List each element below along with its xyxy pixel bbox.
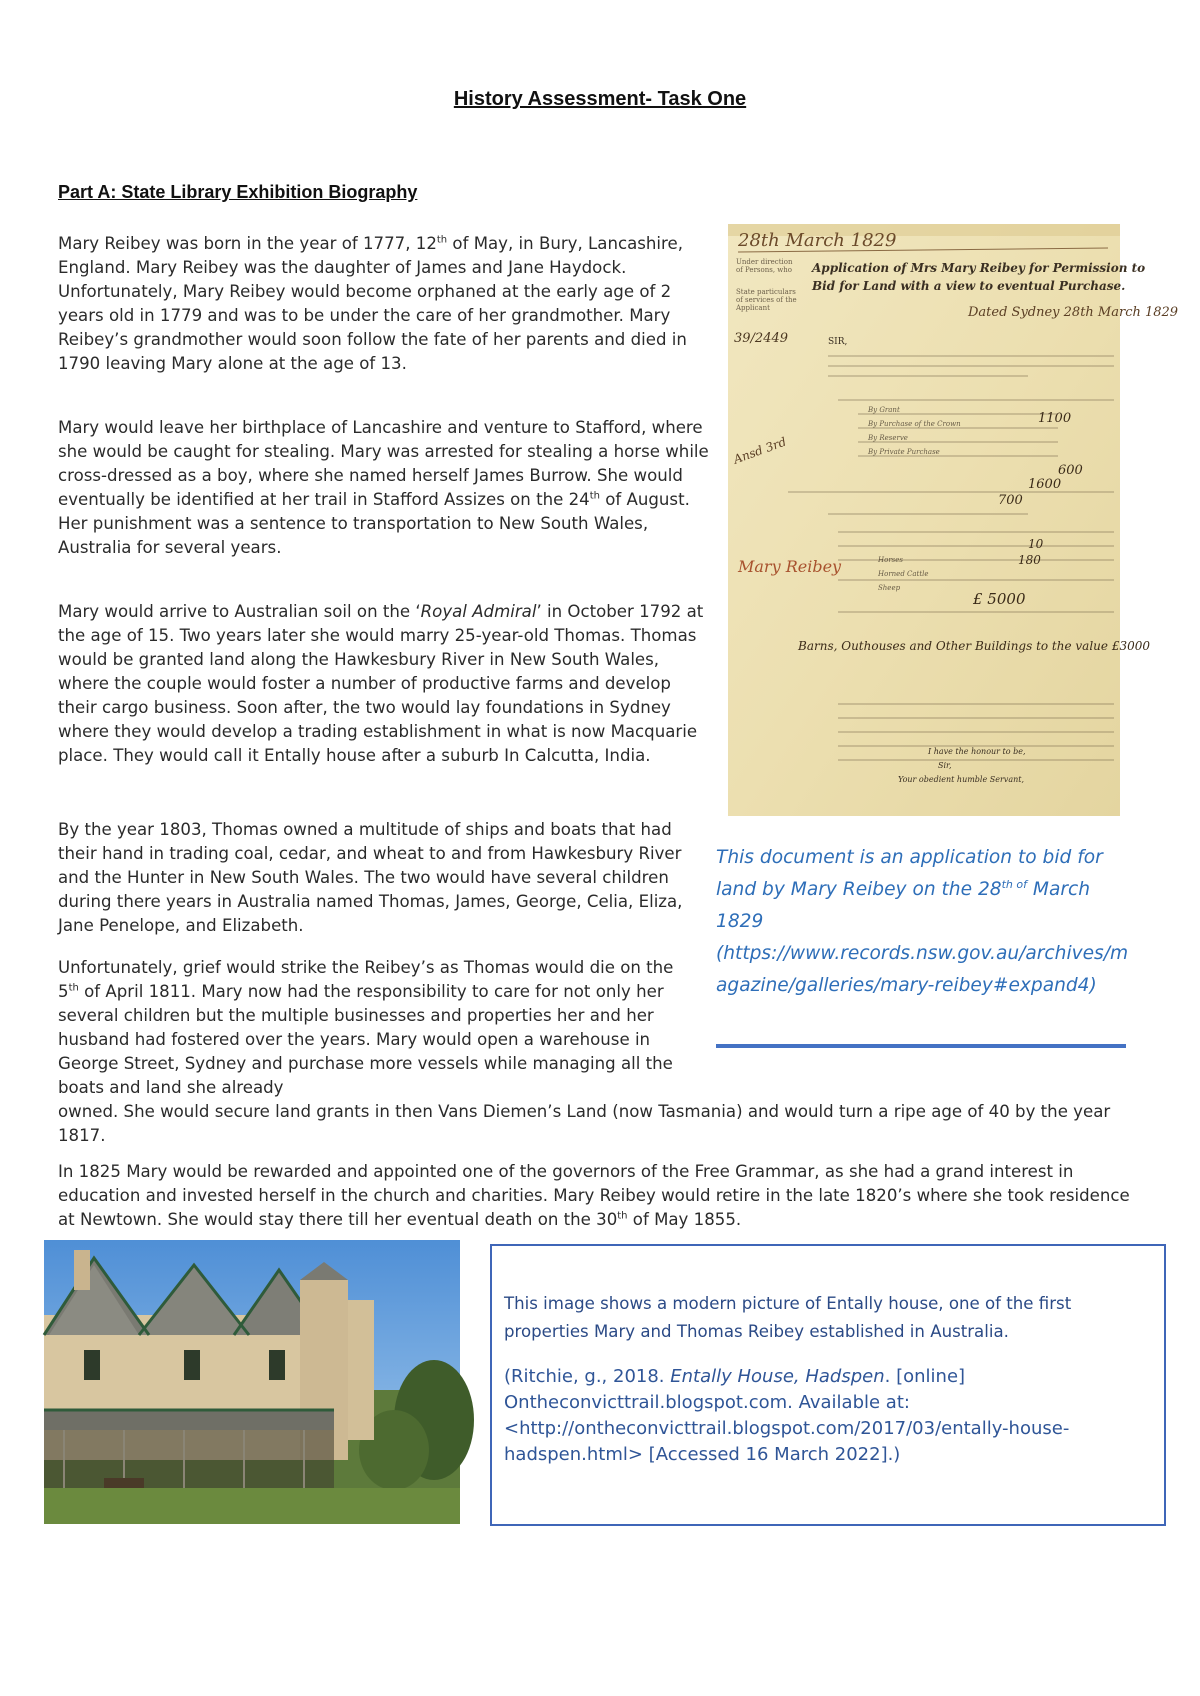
doc-sir: SIR, [828, 337, 848, 347]
doc-honour: I have the honour to be, [928, 747, 1026, 756]
entally-house-photo [44, 1240, 460, 1524]
svg-text:State particulars: State particulars [736, 288, 796, 296]
doc-cattle: 180 [1018, 553, 1041, 567]
doc-date-header: 28th March 1829 [738, 230, 897, 251]
bio-paragraph-6: In 1825 Mary would be rewarded and appointed one of the governors of the Free Grammar, as she had a grand interest in education and invested herself in the church and charities. Mary Reibey would retire in the late 1820’s where she took residence at Newtown. She would stay there till her eventual death on the 30th of May 1855. [58, 1162, 1130, 1229]
caption-divider [716, 1044, 1126, 1048]
doc-horses: 10 [1028, 537, 1044, 551]
doc-value-2: 600 [1058, 463, 1083, 478]
doc-cleared: 700 [998, 493, 1023, 508]
svg-text:Ansd 3rd: Ansd 3rd [731, 434, 789, 467]
svg-text:By Private Purchase: By Private Purchase [868, 448, 940, 456]
house-citation: (Ritchie, g., 2018. Entally House, Hadspen. [online] Ontheconvicttrail.blogspot.com. Available at: <http://ontheconvicttrail.blogspot.com/2017/03/entally-house-hadspen.html> [Accessed 16 March 2022].) [504, 1366, 1070, 1465]
svg-text:Horned Cattle: Horned Cattle [878, 570, 929, 578]
svg-text:Applicant: Applicant [736, 304, 770, 312]
doc-value-1: 1100 [1038, 411, 1072, 426]
bio-paragraph-1: Mary Reibey was born in the year of 1777, 12th of May, in Bury, Lancashire, England. Mary Reibey was the daughter of James and Jane Haydock. Unfortunately, Mary Reibey would become orphaned at the early age of 2 years old in 1779 and was to be under the care of her grandmother. Mary Reibey’s grandmother would soon follow the fate of her parents and died in 1790 leaving Mary alone at the age of 13. [58, 234, 687, 373]
svg-text:of Persons, who: of Persons, who [736, 266, 792, 274]
svg-text:of services of the: of services of the [736, 296, 797, 304]
doc-signature: Mary Reibey [738, 557, 842, 576]
doc-ref: 39/2449 [734, 331, 789, 346]
doc-capital: £ 5000 [973, 590, 1026, 608]
house-caption: This image shows a modern picture of Entally house, one of the first properties Mary and Thomas Reibey established in Australia. [504, 1294, 1072, 1341]
bio-paragraph-3: Mary would arrive to Australian soil on the ‘Royal Admiral’ in October 1792 at the age of 15. Two years later she would marry 25-year-old Thomas. Thomas would be granted land along the Hawkesbury River in New South Wales, where the couple would foster a number of productive farms and develop their cargo business. Soon after, the two would lay foundations in Sydney where they would develop a trading establishment in what is now Macquarie place. They would call it Entally house after a suburb In Calcutta, India. [58, 602, 704, 765]
doc-total: 1600 [1028, 477, 1062, 492]
doc-dated: Dated Sydney 28th March 1829 [968, 305, 1179, 320]
svg-text:Horses: Horses [878, 556, 903, 564]
doc-servant: Your obedient humble Servant, [898, 775, 1025, 784]
doc-buildings: Barns, Outhouses and Other Buildings to the value £3000 [798, 639, 1150, 653]
bio-paragraph-2: Mary would leave her birthplace of Lancashire and venture to Stafford, where she would be caught for stealing. Mary was arrested for stealing a horse while cross-dressed as a boy, where she named herself James Burrow. She would eventually be identified at her trail in Stafford Assizes on the 24th of August. Her punishment was a sentence to transportation to New South Wales, Australia for several years. [58, 418, 709, 557]
section-heading: Part A: State Library Exhibition Biography [58, 182, 418, 202]
page-title: History Assessment- Task One [453, 88, 747, 110]
doc-heading-2: Bid for Land with a view to eventual Purchase. [812, 279, 1126, 293]
historical-document-image [728, 224, 1179, 816]
svg-text:Under direction: Under direction [736, 258, 793, 266]
doc-sir-closing: Sir, [938, 761, 952, 770]
doc-heading-1: Application of Mrs Mary Reibey for Permission to [812, 261, 1146, 275]
bio-paragraph-4: By the year 1803, Thomas owned a multitude of ships and boats that had their hand in trading coal, cedar, and wheat to and from Hawkesbury River and the Hunter in New South Wales. The two would have several children during there years in Australia named Thomas, James, George, Celia, Eliza, Jane Penelope, and Elizabeth. [58, 820, 683, 935]
document-caption: This document is an application to bid for land by Mary Reibey on the $28^{th of}$ March 1829 (https://www.records.nsw.gov.au/archives/magazine/galleries/mary-reibey#expand4) [716, 847, 1129, 996]
svg-text:By Purchase of the Crown: By Purchase of the Crown [868, 420, 961, 428]
bio-paragraph-5-continued: owned. She would secure land grants in then Vans Diemen’s Land (now Tasmania) and would turn a ripe age of 40 by the year 1817. [58, 1102, 1111, 1145]
svg-text:By Grant: By Grant [868, 406, 900, 414]
svg-text:Sheep: Sheep [878, 584, 901, 592]
bio-paragraph-5: Unfortunately, grief would strike the Reibey’s as Thomas would die on the 5th of April 1811. Mary now had the responsibility to care for not only her several children but the multiple businesses and properties her and her husband had fostered over the years. Mary would open a warehouse in George Street, Sydney and purchase more vessels while managing all the boats and land she already [58, 958, 674, 1097]
svg-text:By Reserve: By Reserve [868, 434, 908, 442]
